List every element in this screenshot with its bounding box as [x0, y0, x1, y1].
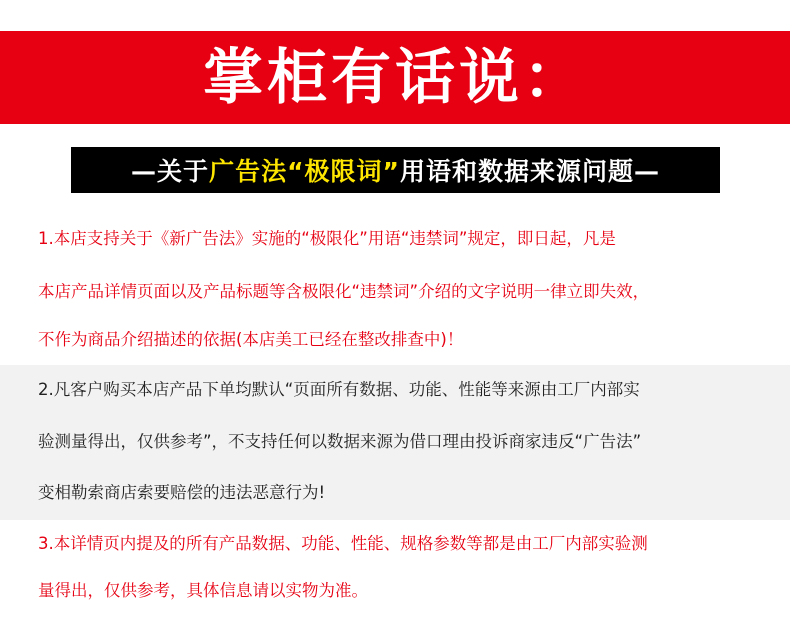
notice-paragraph-3 — [0, 520, 790, 641]
title-banner — [0, 31, 790, 124]
paragraph-line: 1.本店支持关于《新广告法》实施的“极限化”用语“违禁词”规定，即日起，凡是 — [38, 229, 616, 248]
subtitle-suffix: 用语和数据来源问题— — [399, 157, 660, 186]
paragraph-line: 变相勒索商店索要赔偿的违法恶意行为! — [38, 483, 326, 502]
banner-title: 掌柜有话说： — [203, 42, 587, 113]
paragraph-line: 2.凡客户购买本店产品下单均默认“页面所有数据、功能、性能等来源由工厂内部实 — [38, 380, 640, 399]
notice-paragraph-2 — [0, 365, 790, 520]
paragraph-line: 本店产品详情页面以及产品标题等含极限化“违禁词”介绍的文字说明一律立即失效， — [38, 282, 650, 301]
paragraph-line: 验测量得出，仅供参考”，不支持任何以数据来源为借口理由投诉商家违反“广告法” — [38, 432, 642, 451]
subtitle-prefix: —关于 — [131, 157, 210, 186]
paragraph-line: 量得出，仅供参考，具体信息请以实物为准。 — [38, 581, 368, 600]
subtitle-bar — [71, 147, 720, 193]
notice-paragraph-1 — [0, 205, 790, 365]
paragraph-line: 3.本详情页内提及的所有产品数据、功能、性能、规格参数等都是由工厂内部实验测 — [38, 534, 648, 553]
paragraph-line: 不作为商品介绍描述的依据(本店美工已经在整改排查中)！ — [38, 330, 464, 349]
subtitle-highlight: 广告法“极限词” — [209, 157, 400, 186]
